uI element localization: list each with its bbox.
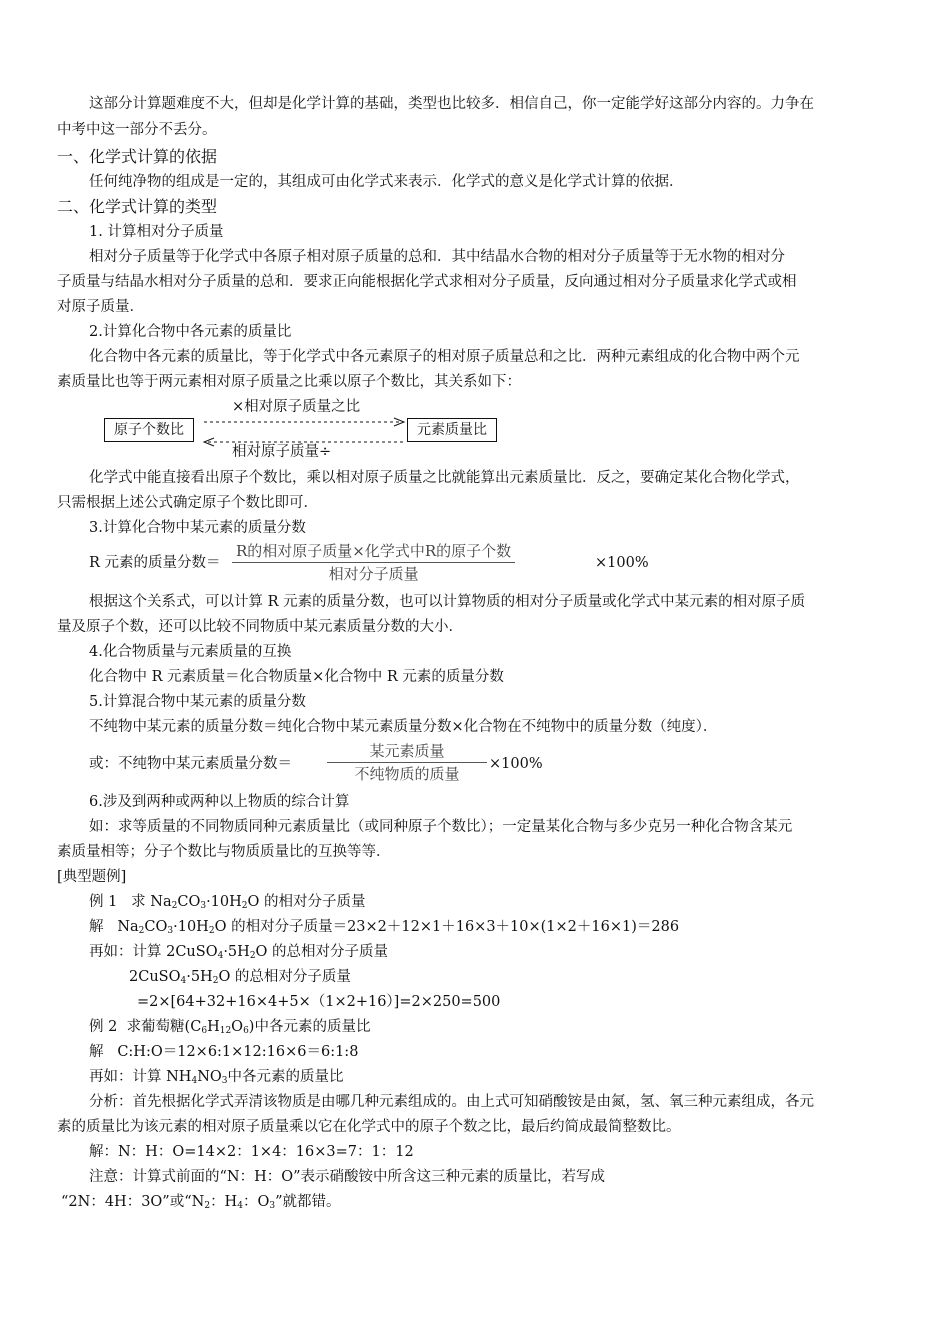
topic-4-body: 化合物中 R 元素质量＝化合物质量×化合物中 R 元素的质量分数 xyxy=(89,669,504,685)
analysis-line-1: 分析：首先根据化学式弄清该物质是由哪几种元素组成的。由上式可知硝酸铵是由氮，氢、氧三种元素组成，各元 xyxy=(89,1094,814,1110)
calc-2: =2×[64+32+16×4+5×（1×2+16）]=2×250=500 xyxy=(137,994,501,1010)
topic-2-title: 2.计算化合物中各元素的质量比 xyxy=(89,324,292,340)
formula-2-denominator: 不纯物质的质量 xyxy=(354,765,460,783)
intro-line-1: 这部分计算题难度不大，但却是化学计算的基础，类型也比较多．相信自己，你一定能学好这部分内容的。力争在 xyxy=(89,96,814,112)
topic-3-after-2: 量及原子个数，还可以比较不同物质中某元素质量分数的大小． xyxy=(57,619,463,635)
section-1-heading: 一、化学式计算的依据 xyxy=(57,147,218,166)
formula-1-numerator: R的相对原子质量×化学式中R的原子个数 xyxy=(232,540,515,563)
intro-line-2: 中考中这一部分不丢分。 xyxy=(57,122,217,138)
example-2-label: 例 2 xyxy=(89,1019,118,1035)
topic-1-line-2: 子质量与结晶水相对分子质量的总和．要求正向能根据化学式求相对分子质量，反向通过相对分子质量求化学式或相 xyxy=(57,274,797,290)
topic-2-line-1: 化合物中各元素的质量比，等于化学式中各元素原子的相对原子质量总和之比．两种元素组成的化合物中两个元 xyxy=(89,349,800,365)
diagram-bottom-label: 相对原子质量÷ xyxy=(232,444,332,460)
formula-2-numerator: 某元素质量 xyxy=(327,740,487,763)
again-2: 再如：计算 $NH_4NO_3$中各元素的质量比 xyxy=(89,1069,344,1086)
formula-2-lhs: 或：不纯物中某元素质量分数＝ xyxy=(89,756,292,772)
topic-4-title: 4.化合物质量与元素质量的互换 xyxy=(89,644,292,660)
again-1: 再如：计算 $2CuSO_4\cdot 5H_2O$ 的总相对分子质量 xyxy=(89,944,389,961)
solution-2-body: C:H:O＝12×6:1×12:16×6＝6:1:8 xyxy=(117,1044,359,1060)
topic-3-title: 3.计算化合物中某元素的质量分数 xyxy=(89,520,306,536)
topic-2-after-1: 化学式中能直接看出原子个数比，乘以相对原子质量之比就能算出元素质量比．反之，要确定某化合物化学式， xyxy=(89,470,800,486)
solution-2 xyxy=(89,1042,358,1062)
topic-2-line-2: 素质量比也等于两元素相对原子质量之比乘以原子个数比，其关系如下： xyxy=(57,374,521,390)
examples-header: [典型题例] xyxy=(57,869,127,885)
diagram-top-label: ×相对原子质量之比 xyxy=(232,399,361,415)
calc-1: $2CuSO_4\cdot 5H_2O$ 的总相对分子质量 xyxy=(129,969,351,986)
solution-2-label: 解 xyxy=(89,1044,104,1060)
diagram-right-box: 元素质量比 xyxy=(407,418,497,442)
solution-3: 解：N：H：O=14×2：1×4：16×3=7：1：12 xyxy=(89,1144,414,1160)
topic-2-after-2: 只需根据上述公式确定原子个数比即可． xyxy=(57,495,318,511)
example-1-label: 例 1 xyxy=(89,894,118,910)
example-2: 例 2 求葡萄糖$(C_6H_{12}O_6)$中各元素的质量比 xyxy=(89,1019,371,1036)
solution-1-body: 的相对分子质量＝23×2＋12×1＋16×3＋10×(1×2＋16×1)＝286 xyxy=(226,919,680,935)
formula-1-fraction xyxy=(232,540,515,585)
formula-2-fraction xyxy=(327,740,487,785)
formula-1-tail: ×100% xyxy=(595,555,649,571)
formula-1-denominator: 相对分子质量 xyxy=(328,565,419,583)
topic-6-title: 6.涉及到两种或两种以上物质的综合计算 xyxy=(89,794,350,810)
formula-2-tail: ×100% xyxy=(489,756,543,772)
section-2-heading: 二、化学式计算的类型 xyxy=(57,197,218,216)
example-1-pre: 求 xyxy=(131,894,151,910)
solution-1: 解 $Na_2CO_3\cdot 10H_2O$ 的相对分子质量＝23×2＋12×1＋16×3＋10×(1×2＋16×1)＝286 xyxy=(89,919,680,936)
example-1: 例 1 求 $Na_2CO_3\cdot 10H_2O$ 的相对分子质量 xyxy=(89,894,366,911)
topic-6-line-2: 素质量相等；分子个数比与物质质量比的互换等等． xyxy=(57,844,391,860)
topic-1-line-1: 相对分子质量等于化学式中各原子相对原子质量的总和．其中结晶水合物的相对分子质量等于无水物的相对分 xyxy=(89,249,785,265)
topic-1-line-3: 对原子质量． xyxy=(57,299,144,315)
section-1-body: 任何纯净物的组成是一定的，其组成可由化学式来表示．化学式的意义是化学式计算的依据． xyxy=(89,174,684,190)
solution-1-label: 解 xyxy=(89,919,104,935)
analysis-line-2: 素的质量比为该元素的相对原子质量乘以它在化学式中的原子个数之比，最后约简成最简整数比。 xyxy=(57,1119,681,1135)
topic-5-title: 5.计算混合物中某元素的质量分数 xyxy=(89,694,306,710)
diagram-left-box: 原子个数比 xyxy=(104,418,194,442)
note-line-2: “2N：4H：3O”或“$N_2$：$H_4$：$O_3$”就都错。 xyxy=(61,1194,341,1211)
topic-6-line-1: 如：求等质量的不同物质同种元素质量比（或同种原子个数比）；一定量某化合物与多少克另一种化合物含某元 xyxy=(89,819,793,835)
formula-1-lhs: R 元素的质量分数＝ xyxy=(89,555,221,571)
example-1-post: 的相对分子质量 xyxy=(259,894,366,910)
topic-3-after-1: 根据这个关系式，可以计算 R 元素的质量分数，也可以计算物质的相对分子质量或化学式中某元素的相对原子质 xyxy=(89,594,806,610)
topic-1-title: 1. 计算相对分子质量 xyxy=(89,224,224,240)
note-line-1: 注意：计算式前面的“N：H：O”表示硝酸铵中所含这三种元素的质量比，若写成 xyxy=(89,1169,606,1185)
topic-5-body: 不纯物中某元素的质量分数＝纯化合物中某元素质量分数×化合物在不纯物中的质量分数（纯度）． xyxy=(89,719,718,735)
